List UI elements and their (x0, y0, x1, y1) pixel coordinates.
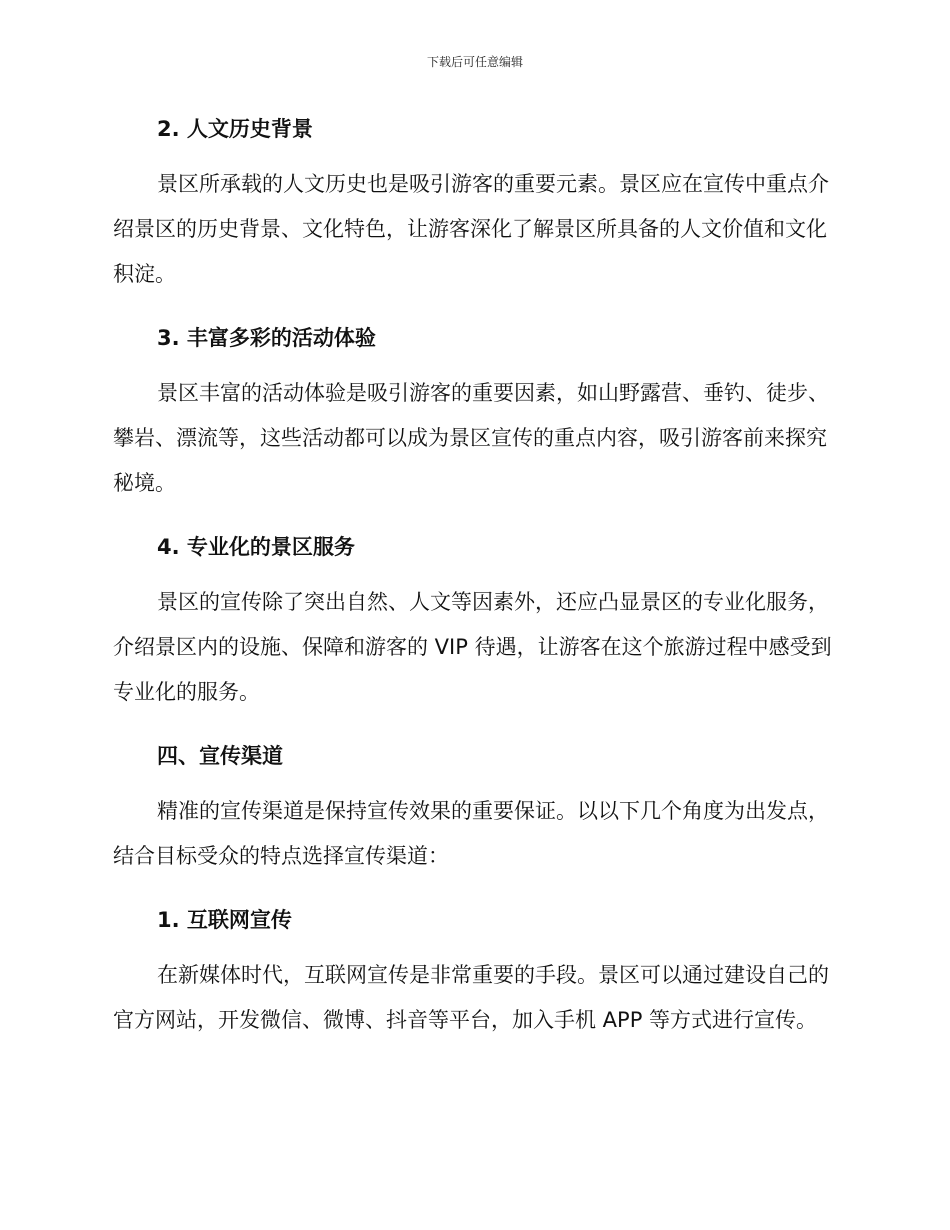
paragraph-services: 景区的宣传除了突出自然、人文等因素外，还应凸显景区的专业化服务，介绍景区内的设施、保障和游客的 VIP 待遇，让游客在这个旅游过程中感受到专业化的服务。 (113, 590, 832, 704)
page-header-note: 下载后可任意编辑 (426, 55, 523, 69)
section-heading-services: 4. 专业化的景区服务 (157, 535, 355, 559)
document-body (113, 113, 833, 1043)
section-heading-channels: 四、宣传渠道 (157, 744, 283, 768)
paragraph-channels: 精准的宣传渠道是保持宣传效果的重要保证。以以下几个角度为出发点，结合目标受众的特点选择宣传渠道： (113, 799, 829, 868)
section-heading-humanities: 2. 人文历史背景 (157, 117, 313, 141)
paragraph-activities: 景区丰富的活动体验是吸引游客的重要因素，如山野露营、垂钓、徒步、攀岩、漂流等，这些活动都可以成为景区宣传的重点内容，吸引游客前来探究秘境。 (113, 381, 829, 495)
section-heading-internet: 1. 互联网宣传 (157, 908, 292, 932)
paragraph-internet: 在新媒体时代，互联网宣传是非常重要的手段。景区可以通过建设自己的官方网站，开发微信、微博、抖音等平台，加入手机 APP 等方式进行宣传。 (113, 963, 829, 1032)
section-heading-activities: 3. 丰富多彩的活动体验 (157, 326, 376, 350)
paragraph-humanities: 景区所承载的人文历史也是吸引游客的重要元素。景区应在宣传中重点介绍景区的历史背景、文化特色，让游客深化了解景区所具备的人文价值和文化积淀。 (113, 172, 829, 286)
